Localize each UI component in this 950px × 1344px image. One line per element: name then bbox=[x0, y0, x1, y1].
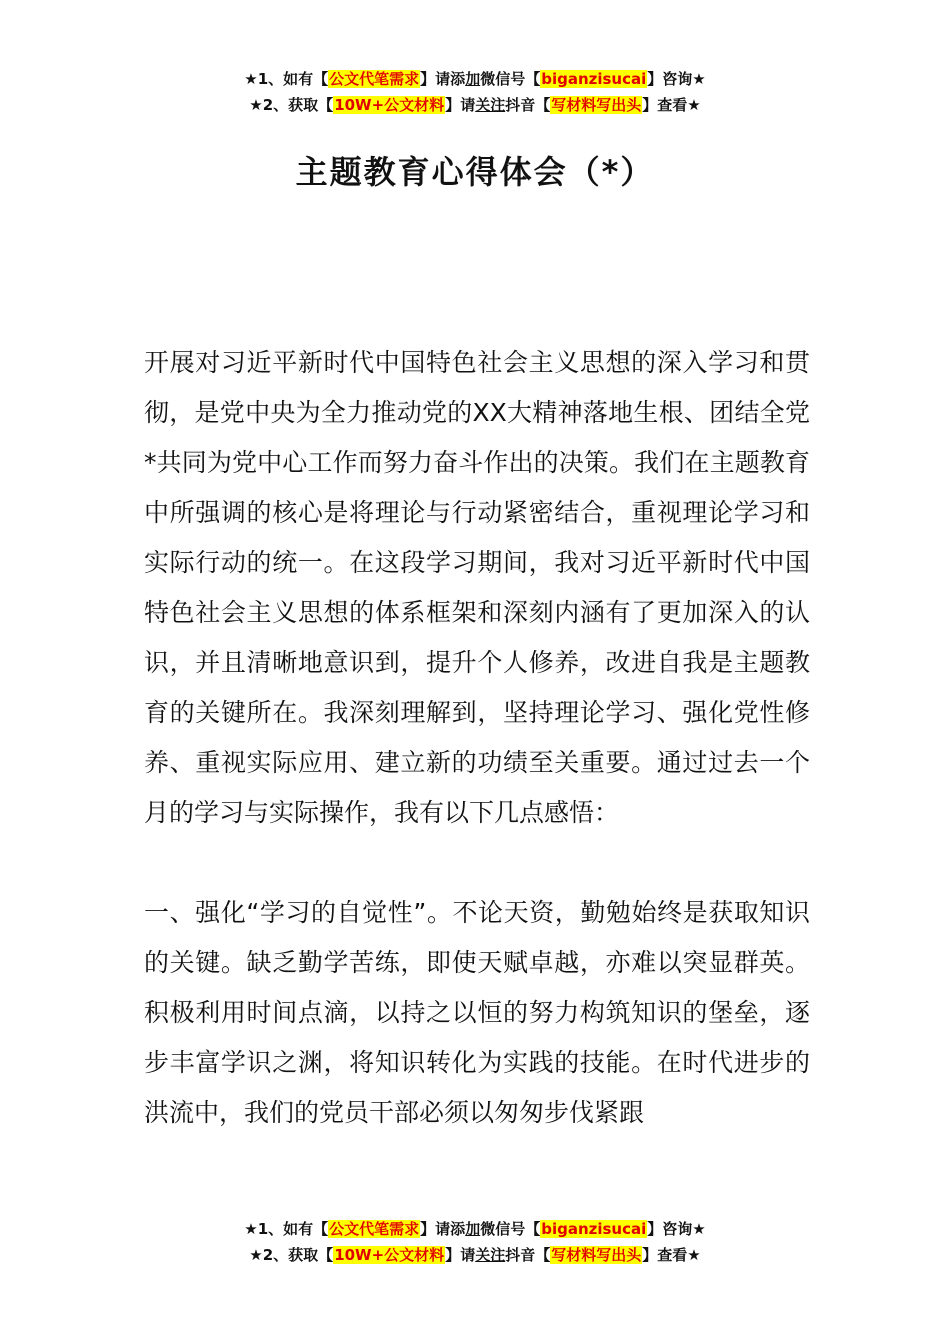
banner-text: 】请添 bbox=[420, 1220, 466, 1238]
banner-text: 微信号【 bbox=[480, 1220, 541, 1238]
banner-highlight: 10W+公文材料 bbox=[334, 96, 445, 114]
banner-line-1 bbox=[0, 66, 950, 92]
banner-text: ★2、获取【 bbox=[249, 1246, 334, 1264]
banner-highlight: 公文代笔需求 bbox=[329, 1220, 420, 1238]
banner-highlight: 公文代笔需求 bbox=[329, 70, 420, 88]
banner-underlined: 加 bbox=[465, 70, 481, 88]
banner-highlight: 10W+公文材料 bbox=[334, 1246, 445, 1264]
banner-wechat-id: biganzisucai bbox=[541, 1220, 647, 1238]
footer-banner bbox=[0, 1216, 950, 1268]
banner-underlined: 加 bbox=[465, 1220, 481, 1238]
paragraph-section-1: 一、强化“学习的自觉性”。不论天资，勤勉始终是获取知识的关键。缺乏勤学苦练，即使天赋卓越，亦难以突显群英。积极利用时间点滴，以持之以恒的努力构筑知识的堡垒，逐步丰富学识之渊，将知识转化为实践的技能。在时代进步的洪流中，我们的党员干部必须以匆匆步伐紧跟 bbox=[144, 898, 810, 1127]
banner-text: ★1、如有【 bbox=[244, 70, 329, 88]
paragraph-intro: 开展对习近平新时代中国特色社会主义思想的深入学习和贯彻，是党中央为全力推动党的XX大精神落地生根、团结全党*共同为党中心工作而努力奋斗作出的决策。我们在主题教育中所强调的核心是将理论与行动紧密结合，重视理论学习和实际行动的统一。在这段学习期间，我对习近平新时代中国特色社会主义思想的体系框架和深刻内涵有了更加深入的认识，并且清晰地意识到，提升个人修养，改进自我是主题教育的关键所在。我深刻理解到，坚持理论学习、强化党性修养、重视实际应用、建立新的功绩至关重要。通过过去一个月的学习与实际操作，我有以下几点感悟： bbox=[144, 348, 810, 827]
banner-text: 】请 bbox=[445, 96, 476, 114]
banner-line-1 bbox=[0, 1216, 950, 1242]
banner-text: 微信号【 bbox=[480, 70, 541, 88]
banner-text: 】查看★ bbox=[642, 96, 701, 114]
banner-line-2 bbox=[0, 1242, 950, 1268]
banner-underlined: 关注 bbox=[475, 1246, 506, 1264]
banner-text: 】咨询★ bbox=[647, 70, 706, 88]
banner-line-2 bbox=[0, 92, 950, 118]
header-banner bbox=[0, 66, 950, 118]
banner-text: 抖音【 bbox=[505, 96, 551, 114]
banner-text: 抖音【 bbox=[505, 1246, 551, 1264]
document-title: 主题教育心得体会（*） bbox=[295, 153, 655, 191]
banner-text: 】请 bbox=[445, 1246, 476, 1264]
banner-text: ★1、如有【 bbox=[244, 1220, 329, 1238]
banner-text: 】查看★ bbox=[642, 1246, 701, 1264]
banner-douyin-id: 写材料写出头 bbox=[551, 1246, 642, 1264]
banner-douyin-id: 写材料写出头 bbox=[551, 96, 642, 114]
banner-wechat-id: biganzisucai bbox=[541, 70, 647, 88]
banner-underlined: 关注 bbox=[475, 96, 506, 114]
banner-text: ★2、获取【 bbox=[249, 96, 334, 114]
document-body bbox=[144, 338, 810, 1138]
banner-text: 】咨询★ bbox=[647, 1220, 706, 1238]
banner-text: 】请添 bbox=[420, 70, 466, 88]
